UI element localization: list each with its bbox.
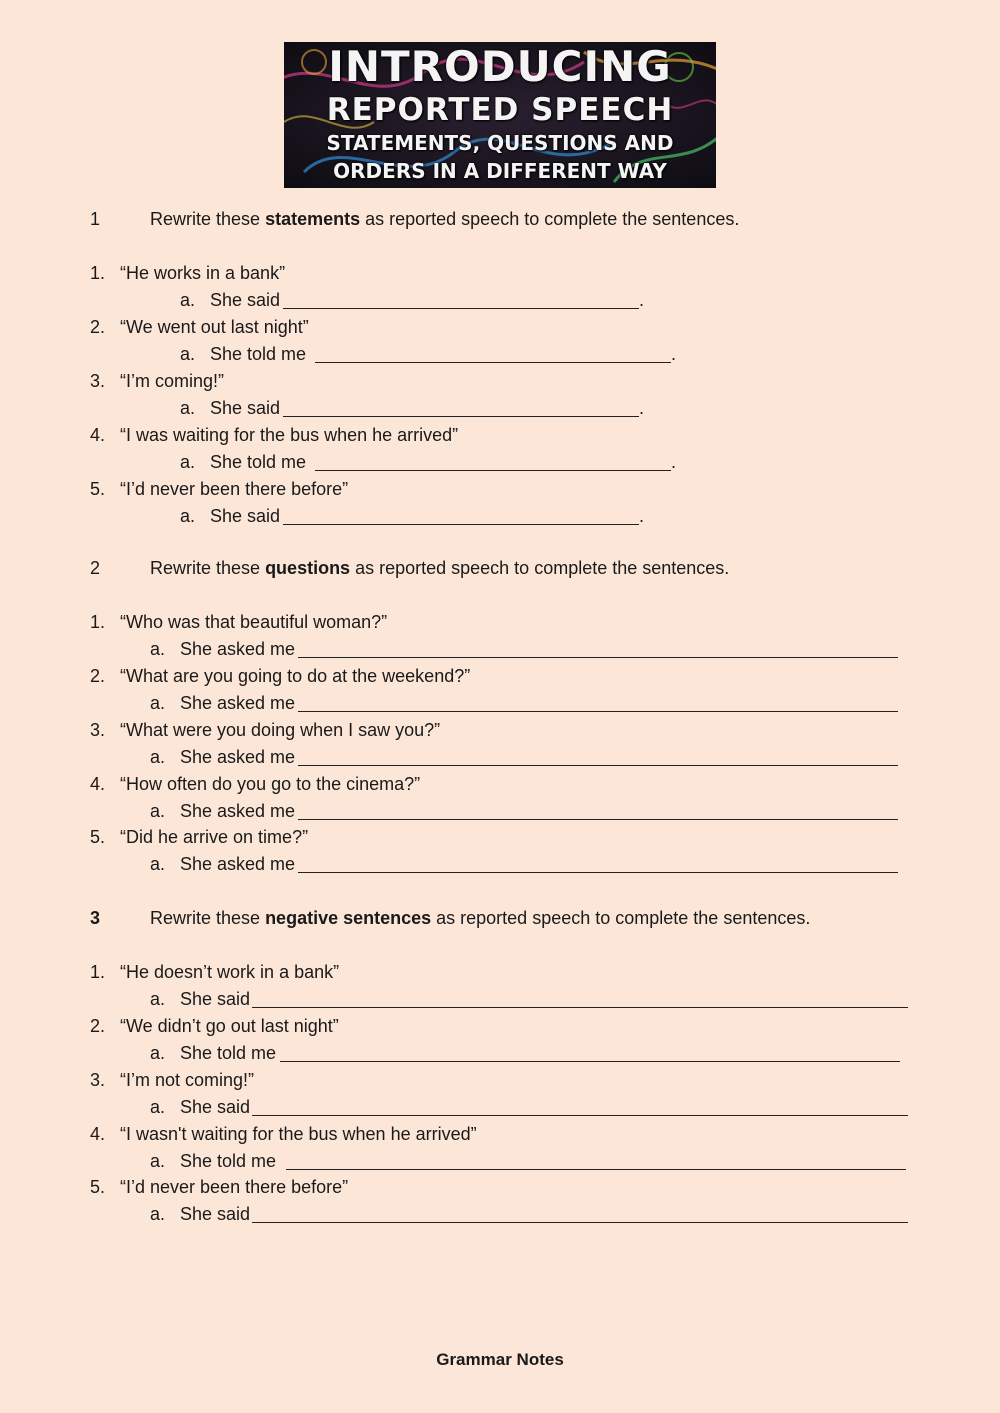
- section-number: 2: [90, 558, 101, 578]
- quote: “I’m not coming!”: [120, 1070, 255, 1090]
- banner-title: INTRODUCING: [328, 42, 672, 91]
- answer-line[interactable]: [252, 1007, 908, 1008]
- quote: “We went out last night”: [120, 317, 309, 337]
- answer-line[interactable]: [298, 657, 898, 658]
- answer-line[interactable]: [298, 819, 898, 820]
- answer-line[interactable]: [283, 308, 639, 309]
- quote: “I’d never been there before”: [120, 479, 349, 499]
- quote: “I’d never been there before”: [120, 1177, 349, 1197]
- answer-line[interactable]: [286, 1169, 906, 1170]
- answer-line[interactable]: [298, 872, 898, 873]
- banner-subtitle: REPORTED SPEECH: [326, 92, 674, 128]
- quote: “We didn’t go out last night”: [120, 1016, 339, 1036]
- answer-line[interactable]: [283, 524, 639, 525]
- answer-line[interactable]: [280, 1061, 900, 1062]
- answer-line[interactable]: [298, 765, 898, 766]
- section-number: 3: [90, 908, 101, 928]
- quote: “Did he arrive on time?”: [120, 827, 309, 847]
- quote: “What were you doing when I saw you?”: [120, 720, 441, 740]
- answer-line[interactable]: [252, 1115, 908, 1116]
- answer-line[interactable]: [298, 711, 898, 712]
- section-instruction: Rewrite these statements as reported speech to complete the sentences.: [150, 209, 740, 229]
- answer-line[interactable]: [315, 470, 671, 471]
- quote: “I was waiting for the bus when he arrived”: [120, 425, 459, 445]
- answer-line[interactable]: [315, 362, 671, 363]
- quote: “He doesn’t work in a bank”: [120, 962, 340, 982]
- banner-tagline-2: ORDERS IN A DIFFERENT WAY: [333, 159, 667, 183]
- answer-line[interactable]: [252, 1222, 908, 1223]
- quote: “I wasn't waiting for the bus when he arrived”: [120, 1124, 477, 1144]
- section-instruction: Rewrite these questions as reported speech to complete the sentences.: [150, 558, 730, 578]
- quote: “I’m coming!”: [120, 371, 225, 391]
- banner-tagline-1: STATEMENTS, QUESTIONS AND: [326, 131, 674, 155]
- quote: “He works in a bank”: [120, 263, 286, 283]
- section-instruction: Rewrite these negative sentences as reported speech to complete the sentences.: [150, 908, 811, 928]
- title-banner: [284, 42, 716, 188]
- quote: “What are you going to do at the weekend?”: [120, 666, 471, 686]
- section-number: 1: [90, 209, 101, 229]
- quote: “Who was that beautiful woman?”: [120, 612, 388, 632]
- footer-label: Grammar Notes: [436, 1350, 564, 1369]
- answer-line[interactable]: [283, 416, 639, 417]
- quote: “How often do you go to the cinema?”: [120, 774, 421, 794]
